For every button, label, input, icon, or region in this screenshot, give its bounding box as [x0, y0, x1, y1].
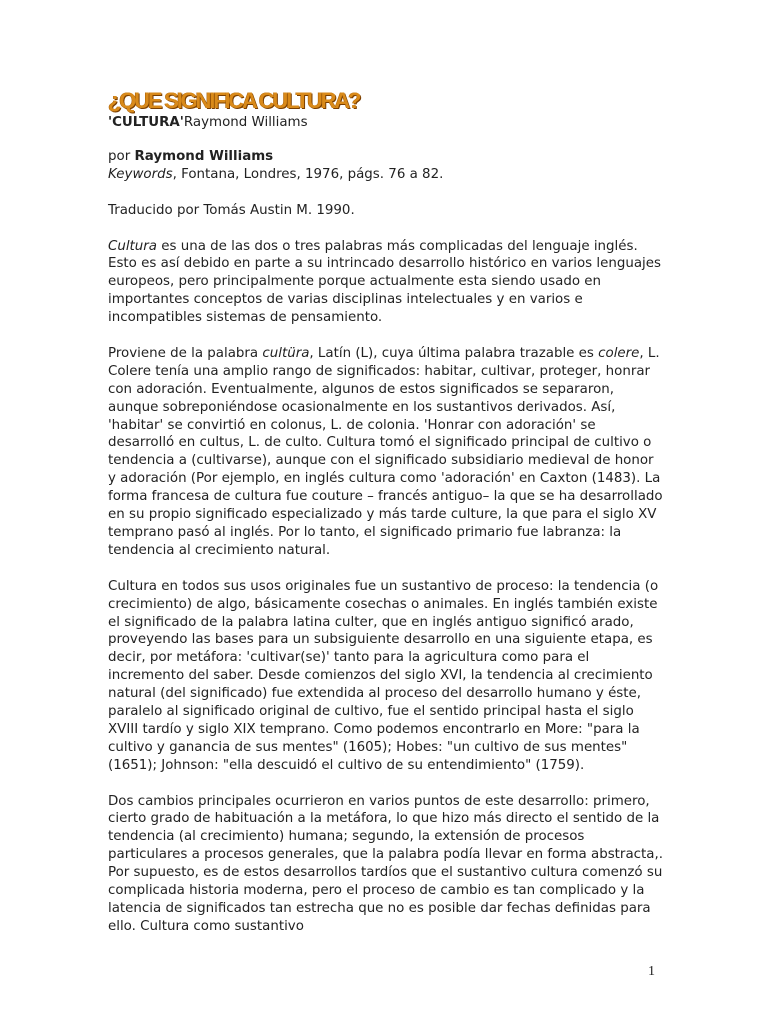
paragraph-2-part-c: , Latín (L), cuya última palabra trazable es: [309, 345, 599, 361]
paragraph-2-part-a: Proviene de la palabra: [108, 345, 263, 361]
paragraph-2-part-e: , L. Colere tenía una amplio rango de significados: habitar, cultivar, proteger, honrar con adoración. Eventualmente, algunos de estos significados se separaron, aunque sobreponiéndose ocasionalmente en los sustantivos derivados. Así, 'habitar' se convirtió en colonus, L. de colonia. 'Honrar con adoración' se desarrolló en cultus, L. de culto. Cultura tomó el significado principal de cultivo o tendencia a (cultivarse), aunque con el significado subsidiario medieval de honor y adoración (Por ejemplo, en inglés cultura como 'adoración' en Caxton (1483). La forma francesa de cultura fue couture – francés antiguo– la que se ha desarrollado en su propio significado especializado y más tarde culture, la que para el siglo XV temprano pasó al inglés. Por lo tanto, el significado primario fue labranza: la tendencia al crecimiento natural.: [108, 345, 663, 558]
byline-block: [108, 148, 664, 184]
paragraph-1: [108, 238, 664, 328]
subtitle-author: Raymond Williams: [183, 115, 308, 130]
paragraph-3: Cultura en todos sus usos originales fue un sustantivo de proceso: la tendencia (o crecimiento) de algo, básicamente cosechas o animales. En inglés también existe el significado de la palabra latina culter, que en inglés antiguo significó arado, proveyendo las bases para un subsiguiente desarrollo en una siguiente etapa, es decir, por metáfora: 'cultivar(se)' tanto para la agricultura como para el incremento del saber. Desde comienzos del siglo XVI, la tendencia al crecimiento natural (del significado) fue extendida al proceso del desarrollo humano y éste, paralelo al significado original de cultivo, fue el sentido principal hasta el siglo XVIII tardío y siglo XIX temprano. Como podemos encontrarlo en More: "para la cultivo y ganancia de sus mentes" (1605); Hobes: "un cultivo de sus mentes" (1651); Johnson: "ella descuidó el cultivo de su entendimiento" (1759).: [108, 578, 659, 773]
translation-note: Traducido por Tomás Austin M. 1990.: [108, 202, 355, 218]
citation-details: , Fontana, Londres, 1976, págs. 76 a 82.: [172, 166, 444, 182]
citation-work: Keywords: [108, 166, 173, 182]
document-subtitle: [108, 115, 308, 130]
paragraph-1-text: es una de las dos o tres palabras más complicadas del lenguaje inglés. Esto es así debido en parte a su intrincado desarrollo histórico en varios lenguajes europeos, pero principalmente porque actualmente esta siendo usado en importantes conceptos de varias disciplinas intelectuales y en varios e incompatibles sistemas de pensamiento.: [108, 238, 661, 326]
byline-prefix: por: [108, 149, 135, 164]
paragraph-2: [108, 345, 664, 560]
paragraph-4: Dos cambios principales ocurrieron en varios puntos de este desarrollo: primero, cierto grado de habituación a la metáfora, lo que hizo más directo el sentido de la tendencia (al crecimiento) humana; segundo, la extensión de procesos particulares a procesos generales, que la palabra podía llevar en forma abstracta,. Por supuesto, es de estos desarrollos tardíos que el sustantivo cultura comenzó su complicada historia moderna, pero el proceso de cambio es tan complicado y la latencia de significados tan estrecha que no es posible dar fechas definidas para ello. Cultura como sustantivo: [108, 793, 663, 934]
document-title: ¿QUE SIGNIFICA CULTURA?: [108, 88, 360, 113]
document-body: [108, 148, 664, 954]
paragraph-2-term-colere: colere: [598, 345, 640, 361]
paragraph-2-term-cultura: cultüra: [262, 345, 310, 361]
byline-author: Raymond Williams: [134, 149, 274, 164]
subtitle-quoted-term: 'CULTURA': [108, 115, 184, 130]
paragraph-1-term: Cultura: [108, 238, 158, 254]
page-number: 1: [648, 964, 655, 979]
